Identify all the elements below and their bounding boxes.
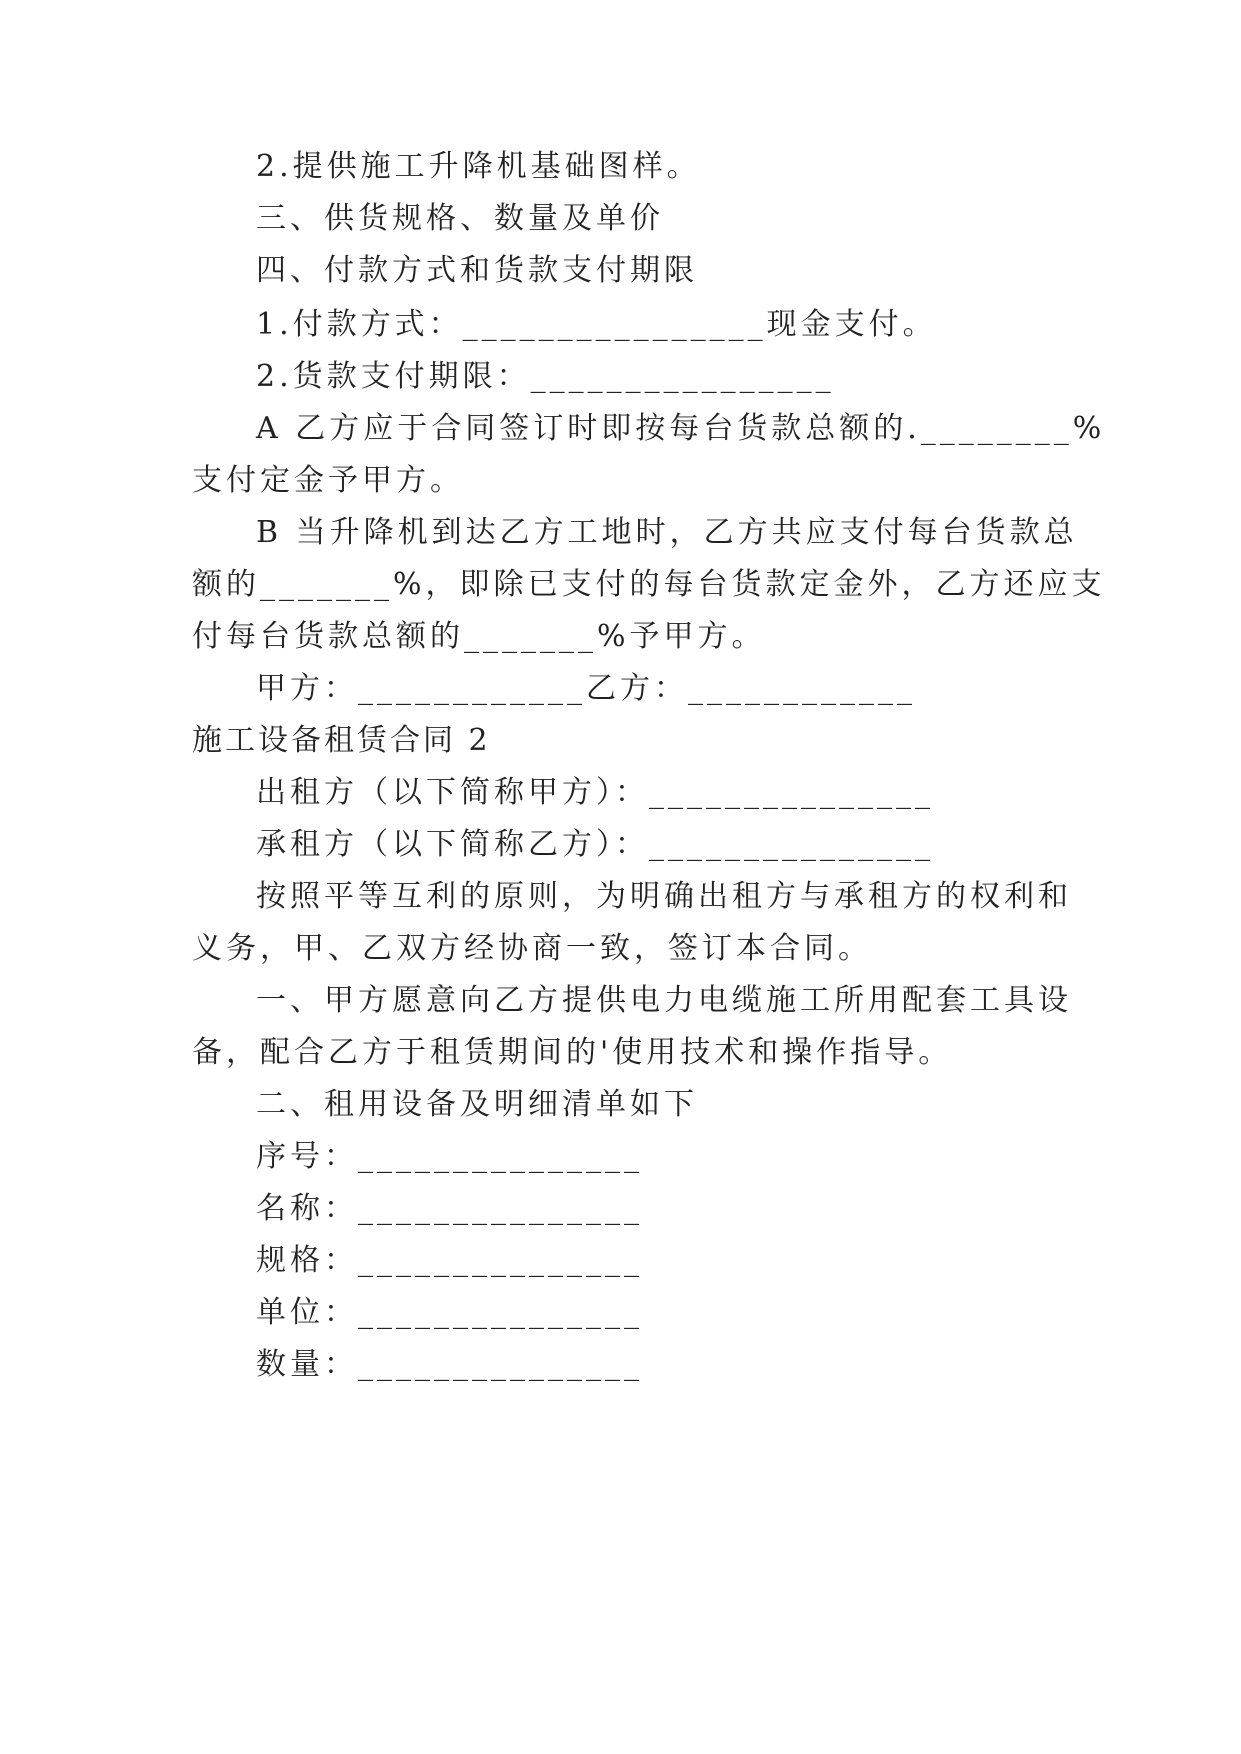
paragraph-arrival-line-2: 额的_______%，即除已支付的每台货款定金外，乙方还应支 — [192, 567, 1106, 602]
paragraph-deposit-line-1: A 乙方应于合同签订时即按每台货款总额的.________% — [256, 411, 1106, 446]
paragraph-principle-line-2: 义务，甲、乙双方经协商一致，签订本合同。 — [192, 931, 872, 966]
field-quantity: 数量：_______________ — [256, 1347, 643, 1382]
section-heading-payment: 四、付款方式和货款支付期限 — [256, 253, 698, 288]
clause-one-line-2: 备，配合乙方于租赁期间的'使用技术和操作指导。 — [192, 1035, 953, 1070]
paragraph-payment-method: 1.付款方式：________________现金支付。 — [256, 307, 937, 342]
paragraph-principle-line-1: 按照平等互利的原则，为明确出租方与承租方的权利和 — [256, 879, 1072, 914]
paragraph-arrival-line-1: B 当升降机到达乙方工地时，乙方共应支付每台货款总 — [256, 515, 1078, 550]
contract-title: 施工设备租赁合同 2 — [192, 723, 491, 758]
lessor-line: 出租方（以下简称甲方）：_______________ — [256, 775, 934, 810]
lessee-line: 承租方（以下简称乙方）：_______________ — [256, 827, 934, 862]
paragraph-deposit-line-2: 支付定金予甲方。 — [192, 463, 464, 498]
section-heading-supply-spec: 三、供货规格、数量及单价 — [256, 201, 664, 236]
clause-one-line-1: 一、甲方愿意向乙方提供电力电缆施工所用配套工具设 — [256, 983, 1072, 1018]
field-serial-number: 序号：_______________ — [256, 1139, 643, 1174]
paragraph-foundation-drawing: 2.提供施工升降机基础图样。 — [256, 149, 701, 184]
paragraph-arrival-line-3: 付每台货款总额的_______%予甲方。 — [192, 619, 766, 654]
signature-line: 甲方：____________乙方：____________ — [256, 671, 916, 706]
field-name: 名称：_______________ — [256, 1191, 643, 1226]
paragraph-payment-deadline: 2.货款支付期限：________________ — [256, 359, 835, 394]
clause-two-heading: 二、租用设备及明细清单如下 — [256, 1087, 698, 1122]
field-unit: 单位：_______________ — [256, 1295, 643, 1330]
field-specification: 规格：_______________ — [256, 1243, 643, 1278]
